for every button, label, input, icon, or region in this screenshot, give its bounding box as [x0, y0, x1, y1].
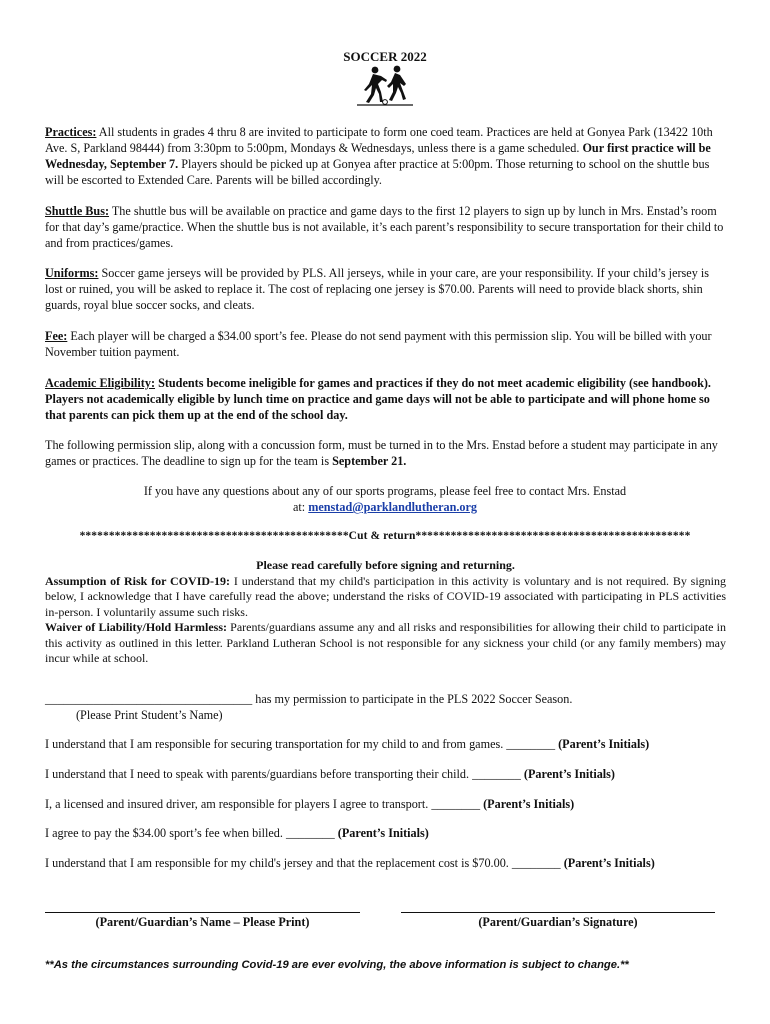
- initials-line-text[interactable]: I understand that I am responsible for my child's jersey and that the replacement cost is $70.00. ________: [45, 856, 564, 870]
- permission-paragraph: [45, 437, 725, 469]
- academic-label: Academic Eligibility:: [45, 376, 156, 390]
- shuttle-label: Shuttle Bus:: [45, 204, 110, 218]
- fee-label: Fee:: [45, 329, 68, 343]
- practices-pickup-text: Players should be picked up at Gonyea after practice at 5:00pm. Those returning to school on the shuttle bus will be escorted to Extended Care. Parents will be billed accordingly.: [45, 157, 710, 187]
- soccer-players-icon: [353, 64, 417, 106]
- initials-line-driver: [45, 797, 574, 812]
- practices-label: Practices:: [45, 125, 97, 139]
- waiver-label: Waiver of Liability/Hold Harmless:: [45, 620, 227, 634]
- cut-return-divider: **********************************************Cut & return***********************************************: [79, 530, 691, 542]
- parent-initials-label: (Parent’s Initials): [483, 797, 575, 811]
- initials-line-fee: [45, 826, 429, 841]
- academic-paragraph: [45, 375, 725, 423]
- slip-terms: [45, 558, 726, 667]
- contact-email-link[interactable]: menstad@parklandlutheran.org: [308, 500, 477, 514]
- practices-text: All students in grades 4 thru 8 are invited to participate to form one coed team. Practices are held at Gonyea Park (13422 10th Ave. S, Parkland 98444) from 3:30pm to 5:00pm, Mondays & Wednesdays, unless there is a game scheduled.: [45, 125, 713, 155]
- initials-line-text[interactable]: I understand that I need to speak with parents/guardians before transporting their child. ________: [45, 767, 524, 781]
- initials-line-text[interactable]: I understand that I am responsible for securing transportation for my child to and from games. ________: [45, 737, 559, 751]
- contact-text: If you have any questions about any of our sports programs, please feel free to contact Mrs. Enstad: [143, 484, 627, 498]
- waiver-paragraph: [45, 620, 726, 667]
- initials-line-transportation: [45, 737, 649, 752]
- fee-text: Each player will be charged a $34.00 sport’s fee. Please do not send payment with this permission slip. You will be billed with your November tuition payment.: [45, 329, 712, 359]
- contact-prefix: at:: [292, 500, 309, 514]
- slip-heading: Please read carefully before signing and returning.: [256, 558, 515, 572]
- parent-initials-label: (Parent’s Initials): [523, 767, 615, 781]
- parent-name-field[interactable]: [45, 912, 360, 913]
- student-name-caption: (Please Print Student’s Name): [76, 708, 223, 722]
- initials-line-text[interactable]: I agree to pay the $34.00 sport’s fee when billed. ________: [45, 826, 338, 840]
- student-name-line: [45, 692, 572, 707]
- signup-deadline: September 21.: [332, 454, 407, 468]
- parent-signature-field[interactable]: [401, 912, 715, 913]
- parent-initials-label: (Parent’s Initials): [563, 856, 655, 870]
- waiver-text: Parents/guardians assume any and all risks and responsibilities for allowing their child to participate in this activity as outlined in this letter. Parkland Lutheran School is not responsible for any sickness your child (or any family members) may incur while at school.: [45, 620, 726, 665]
- student-permission-text: has my permission to participate in the PLS 2022 Soccer Season.: [252, 692, 573, 706]
- practices-paragraph: [45, 124, 725, 188]
- student-name-field[interactable]: __________________________________: [45, 692, 253, 706]
- parent-initials-label: (Parent’s Initials): [558, 737, 650, 751]
- initials-line-speak-parents: [45, 767, 615, 782]
- permission-text: The following permission slip, along with a concussion form, must be turned in to the Mrs. Enstad before a student may participate in any games or practices. The deadline to sign up for the team is: [45, 438, 718, 468]
- parent-name-label: (Parent/Guardian’s Name – Please Print): [95, 915, 310, 929]
- parent-signature-label: (Parent/Guardian’s Signature): [478, 915, 638, 929]
- parent-initials-label: (Parent’s Initials): [337, 826, 429, 840]
- page-title: SOCCER 2022: [343, 49, 427, 64]
- covid-risk-label: Assumption of Risk for COVID-19:: [45, 573, 231, 588]
- contact-paragraph: [45, 483, 725, 515]
- shuttle-text: The shuttle bus will be available on practice and game days to the first 12 players to sign up by lunch in Mrs. Enstad’s room for that day’s game/practice. When the shuttle bus is not available, it’s each parent’s responsibility to secure transportation for their child to and from practices/games.: [45, 204, 724, 250]
- fee-paragraph: [45, 328, 725, 360]
- covid-risk-text: I understand that my child's participation in this activity is voluntary and is not required. By signing below, I acknowledge that I have carefully read the above; understand the risks of COVID-19 associated with participating in PLS activities in-person. I voluntarily assume such risks.: [45, 573, 726, 619]
- uniforms-paragraph: [45, 265, 725, 313]
- covid-risk-paragraph: [45, 574, 726, 621]
- academic-text: Students become ineligible for games and practices if they do not meet academic eligibility (see handbook). Players not academically eligible by lunch time on practice and game days will not be able to participate and will phone home so that parents can pick them up at the end of the school day.: [45, 376, 711, 422]
- shuttle-paragraph: [45, 203, 725, 251]
- initials-line-jersey: [45, 856, 655, 871]
- initials-line-text[interactable]: I, a licensed and insured driver, am responsible for players I agree to transport. ________: [45, 797, 484, 811]
- covid-disclaimer: **As the circumstances surrounding Covid-19 are ever evolving, the above information is subject to change.**: [45, 959, 629, 971]
- uniforms-text: Soccer game jerseys will be provided by PLS. All jerseys, while in your care, are your responsibility. If your child’s jersey is lost or ruined, you will be asked to replace it. The cost of replacing one jersey is $70.00. Parents will need to provide black shorts, shin guards, royal blue soccer socks, and cleats.: [45, 266, 709, 312]
- first-practice-notice: Our first practice will be Wednesday, September 7.: [45, 141, 711, 171]
- uniforms-label: Uniforms:: [45, 266, 99, 280]
